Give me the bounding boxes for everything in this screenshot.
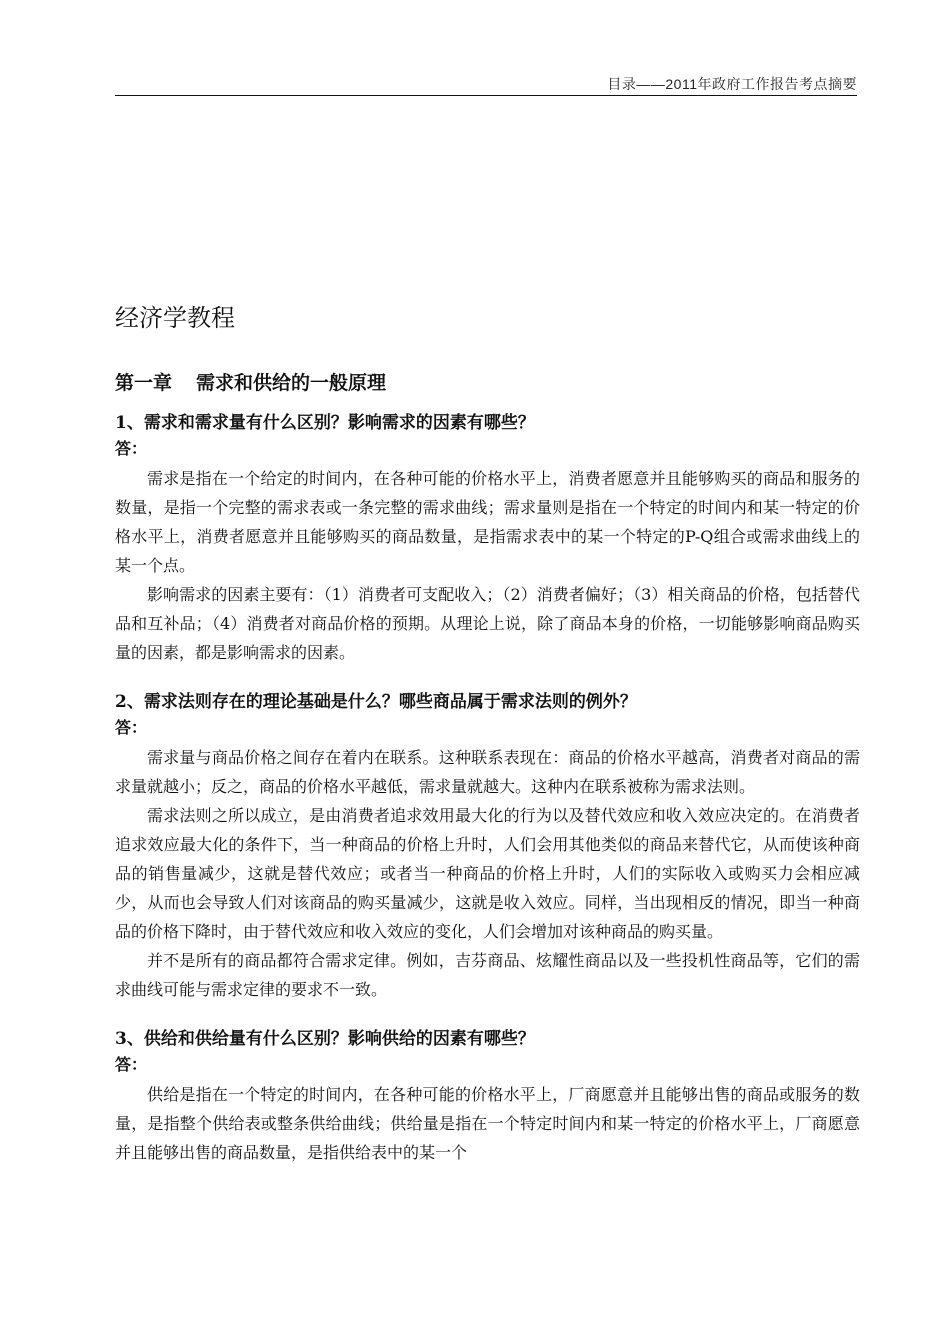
question-section-3 [115,1024,860,1167]
chapter-heading [115,366,860,400]
document-title: 经济学教程 [115,304,235,332]
running-header: 目录——2011年政府工作报告考点摘要 [607,76,857,92]
answer-label: 答： [115,1055,148,1074]
chapter-number: 第一章 [115,372,173,394]
header-divider [115,95,857,96]
answer-paragraph: 需求是指在一个给定的时间内，在各种可能的价格水平上，消费者愿意并且能够购买的商品和服务的数量，是指一个完整的需求表或一条完整的需求曲线；需求量则是指在一个特定的时间内和某一特定的价格水平上，消费者愿意并且能够购买的商品数量，是指需求表中的某一个特定的P-Q组合或需求曲线上的某一个点。 [115,469,860,575]
answer-paragraph: 供给是指在一个特定的时间内，在各种可能的价格水平上，厂商愿意并且能够出售的商品或服务的数量，是指整个供给表或整条供给曲线；供给量是指在一个特定时间内和某一特定的价格水平上，厂商愿意并且能够出售的商品数量，是指供给表中的某一个 [115,1085,860,1162]
question-section-1 [115,408,860,667]
question-section-2 [115,687,860,1004]
question-title: 3、供给和供给量有什么区别？影响供给的因素有哪些？ [115,1029,535,1049]
answer-paragraph: 需求法则之所以成立，是由消费者追求效用最大化的行为以及替代效应和收入效应决定的。在消费者追求效应最大化的条件下，当一种商品的价格上升时，人们会用其他类似的商品来替代它，从而使该种商品的销售量减少，这就是替代效应；或者当一种商品的价格上升时，人们的实际收入或购买力会相应减少，从而也会导致人们对该商品的购买量减少，这就是收入效应。同样，当出现相反的情况，即当一种商品的价格下降时，由于替代效应和收入效应的变化，人们会增加对该种商品的购买量。 [115,806,860,941]
answer-paragraph: 并不是所有的商品都符合需求定律。例如，吉芬商品、炫耀性商品以及一些投机性商品等，它们的需求曲线可能与需求定律的要求不一致。 [115,951,860,999]
document-body [115,298,860,1187]
answer-paragraph: 需求量与商品价格之间存在着内在联系。这种联系表现在：商品的价格水平越高，消费者对商品的需求量就越小；反之，商品的价格水平越低，需求量就越大。这种内在联系被称为需求法则。 [115,748,860,796]
chapter-title: 需求和供给的一般原理 [196,372,387,394]
answer-paragraph: 影响需求的因素主要有：（1）消费者可支配收入；（2）消费者偏好；（3）相关商品的价格，包括替代品和互补品；（4）消费者对商品价格的预期。从理论上说，除了商品本身的价格，一切能够影响商品购买量的因素，都是影响需求的因素。 [115,585,860,662]
question-title: 1、需求和需求量有什么区别？影响需求的因素有哪些？ [115,413,535,433]
answer-label: 答： [115,439,148,458]
question-title: 2、需求法则存在的理论基础是什么？哪些商品属于需求法则的例外？ [115,692,637,712]
answer-label: 答： [115,718,148,737]
